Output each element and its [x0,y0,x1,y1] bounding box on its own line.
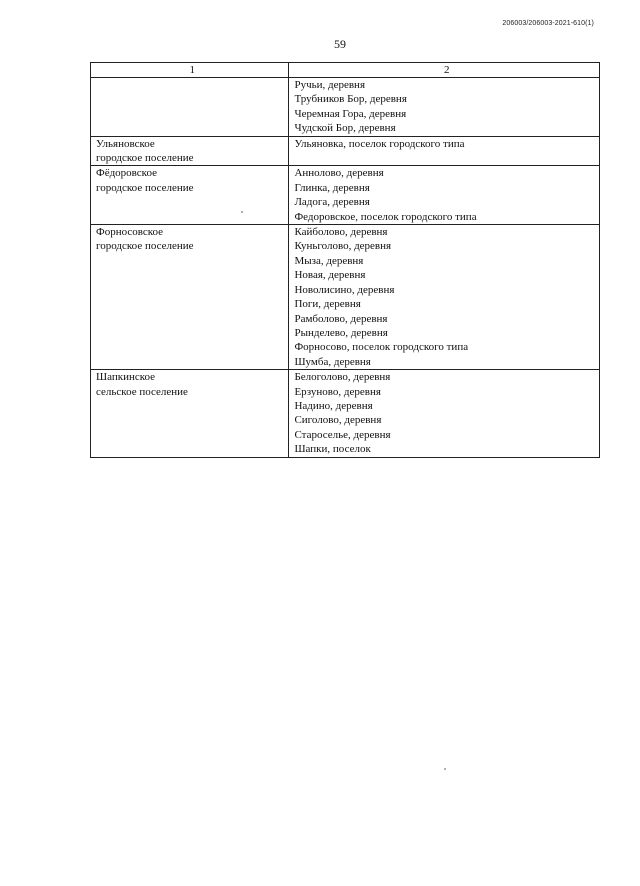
document-id: 206003/206003-2021-610(1) [502,20,594,27]
table-row [91,136,600,166]
column-header-1: 1 [91,63,289,78]
settlement-item: Кайболово, деревня [294,226,388,239]
settlement-item: Сиголово, деревня [294,414,382,427]
settlement-item: Ульяновка, поселок городского типа [294,137,465,150]
settlement-item: Форносово, поселок городского типа [294,341,469,354]
settlement-item: Чудской Бор, деревня [294,122,396,135]
table-row [91,166,600,225]
municipality-cell: Форносовское городское поселение [91,225,289,370]
table-header-row [91,63,600,78]
settlement-item: Новолисино, деревня [294,283,395,296]
settlements-cell [289,166,600,225]
municipality-cell: Фёдоровское городское поселение [91,166,289,225]
municipality-cell [91,78,289,137]
scan-speck [444,768,446,770]
settlement-item: Поги, деревня [294,298,361,311]
settlements-cell [289,370,600,457]
column-header-2: 2 [289,63,600,78]
settlement-item: Белоголово, деревня [294,371,391,384]
settlement-item: Рынделево, деревня [294,326,388,339]
settlement-item: Ручьи, деревня [294,79,366,91]
settlement-item: Надино, деревня [294,399,373,412]
settlement-item: Федоровское, поселок городского типа [294,210,477,223]
settlement-item: Рамболово, деревня [294,312,388,325]
settlement-item: Черемная Гора, деревня [294,107,407,120]
settlements-cell [289,136,600,166]
settlement-item: Глинка, деревня [294,181,370,194]
settlement-item: Новая, деревня [294,269,366,282]
settlements-cell [289,78,600,137]
settlements-cell [289,225,600,370]
settlement-item: Трубников Бор, деревня [294,93,407,106]
scan-speck [241,211,243,213]
settlement-item: Аннолово, деревня [294,167,384,180]
table-row [91,370,600,457]
settlement-item: Шумба, деревня [294,355,371,368]
settlements-table [90,62,600,458]
settlement-item: Мыза, деревня [294,254,364,267]
municipality-cell: Ульяновское городское поселение [91,136,289,166]
settlement-item: Ладога, деревня [294,196,370,209]
table-row [91,225,600,370]
settlement-item: Ерзуново, деревня [294,385,381,398]
table-body [91,78,600,458]
page-number: 59 [334,37,346,51]
municipality-cell: Шапкинское сельское поселение [91,370,289,457]
settlement-item: Староселье, деревня [294,428,391,441]
settlement-item: Шапки, поселок [294,443,371,456]
settlement-item: Куньголово, деревня [294,240,392,253]
table-row [91,78,600,137]
